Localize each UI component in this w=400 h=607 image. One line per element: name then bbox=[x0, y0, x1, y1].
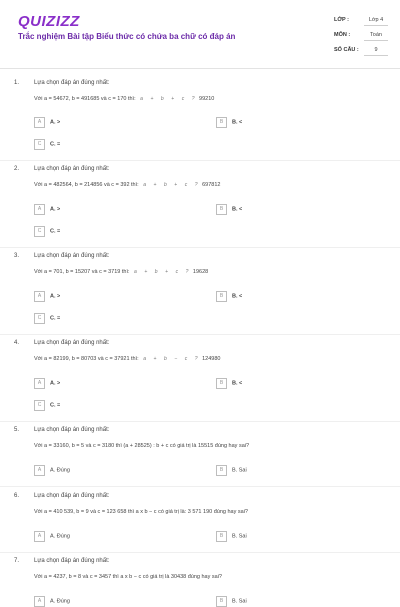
expr-op: + bbox=[153, 182, 157, 188]
question-divider bbox=[0, 160, 400, 161]
option-label: A. Đúng bbox=[50, 533, 70, 540]
question-divider bbox=[0, 486, 400, 487]
question-statement: Với a = 701, b = 15207 và c = 3719 thì: bbox=[34, 269, 130, 275]
worksheet-header bbox=[0, 0, 400, 66]
question-count-label: SỐ CÂU : bbox=[334, 47, 359, 53]
option-c[interactable] bbox=[34, 139, 60, 150]
subject-label: MÔN : bbox=[334, 32, 351, 38]
expr-compare: ? bbox=[194, 182, 198, 188]
option-letter-box: B bbox=[216, 204, 227, 215]
option-label: B. Sai bbox=[232, 533, 247, 540]
expr-op: + bbox=[174, 182, 178, 188]
expr-rhs: 697812 bbox=[202, 182, 221, 188]
option-b[interactable] bbox=[216, 596, 247, 607]
option-label: A. > bbox=[50, 380, 61, 387]
option-letter-box: C bbox=[34, 139, 45, 150]
option-letter-box: A bbox=[34, 117, 45, 128]
option-a[interactable] bbox=[34, 378, 60, 389]
expr-compare: ? bbox=[194, 356, 198, 362]
expr-term: a bbox=[143, 356, 146, 362]
option-b[interactable] bbox=[216, 117, 242, 128]
expr-op: + bbox=[150, 96, 154, 102]
grade-value: Lớp 4 bbox=[364, 17, 388, 26]
expr-term: b bbox=[154, 269, 158, 275]
expr-term: c bbox=[184, 182, 188, 188]
option-letter-box: C bbox=[34, 313, 45, 324]
expr-term: b bbox=[163, 356, 167, 362]
question-prompt: Lựa chọn đáp án đúng nhất: bbox=[34, 558, 110, 564]
option-letter-box: C bbox=[34, 226, 45, 237]
question-prompt: Lựa chọn đáp án đúng nhất: bbox=[34, 340, 110, 346]
question-prompt: Lựa chọn đáp án đúng nhất: bbox=[34, 166, 110, 172]
question-number: 3. bbox=[14, 253, 20, 259]
expr-term: b bbox=[160, 96, 164, 102]
question-text: Với a = 33160, b = 5 và c = 3180 thì (a + 28525) : b + c có giá trị là 15515 đúng hay sai? bbox=[34, 443, 250, 449]
subject-value: Toán bbox=[364, 32, 388, 41]
option-a[interactable] bbox=[34, 596, 70, 607]
option-label: B. < bbox=[232, 119, 243, 126]
question-divider bbox=[0, 552, 400, 553]
option-a[interactable] bbox=[34, 117, 60, 128]
expr-op: + bbox=[144, 269, 148, 275]
question-prompt: Lựa chọn đáp án đúng nhất: bbox=[34, 253, 110, 259]
question-statement: Với a = 54672, b = 491685 và c = 170 thì: bbox=[34, 96, 136, 102]
question-text: Với a = 4237, b = 8 và c = 3457 thì a x b − c có giá trị là 30438 đúng hay sai? bbox=[34, 574, 222, 580]
option-a[interactable] bbox=[34, 291, 60, 302]
expr-rhs: 19628 bbox=[192, 269, 209, 275]
expr-compare: ? bbox=[191, 96, 195, 102]
quizizz-logo: QUIZIZZ bbox=[18, 13, 80, 30]
question-number: 1. bbox=[14, 80, 20, 86]
option-c[interactable] bbox=[34, 226, 60, 237]
expr-op: + bbox=[165, 269, 169, 275]
expr-op: + bbox=[153, 356, 157, 362]
question-number: 6. bbox=[14, 493, 20, 499]
option-letter-box: B bbox=[216, 291, 227, 302]
expr-rhs: 124980 bbox=[202, 356, 221, 362]
option-letter-box: C bbox=[34, 400, 45, 411]
option-b[interactable] bbox=[216, 378, 242, 389]
option-letter-box: A bbox=[34, 531, 45, 542]
question-text bbox=[34, 269, 208, 275]
option-letter-box: A bbox=[34, 291, 45, 302]
option-letter-box: A bbox=[34, 465, 45, 476]
option-label: A. Đúng bbox=[50, 467, 70, 474]
question-count-value: 9 bbox=[364, 47, 388, 56]
option-letter-box: B bbox=[216, 117, 227, 128]
option-label: B. Sai bbox=[232, 467, 247, 474]
expr-term: c bbox=[184, 356, 188, 362]
option-label: A. > bbox=[50, 206, 61, 213]
grade-label: LỚP : bbox=[334, 17, 349, 23]
worksheet-title: Trắc nghiệm Bài tập Biểu thức có chứa ba chữ có đáp án bbox=[18, 32, 236, 41]
option-label: C. = bbox=[50, 228, 61, 235]
option-label: C. = bbox=[50, 315, 61, 322]
question-prompt: Lựa chọn đáp án đúng nhất: bbox=[34, 427, 110, 433]
option-letter-box: B bbox=[216, 378, 227, 389]
option-a[interactable] bbox=[34, 531, 70, 542]
question-number: 7. bbox=[14, 558, 20, 564]
question-number: 4. bbox=[14, 340, 20, 346]
question-divider bbox=[0, 421, 400, 422]
option-letter-box: A bbox=[34, 378, 45, 389]
option-label: B. < bbox=[232, 293, 243, 300]
option-b[interactable] bbox=[216, 531, 247, 542]
option-label: C. = bbox=[50, 402, 61, 409]
expr-term: b bbox=[163, 182, 167, 188]
header-divider bbox=[0, 68, 400, 69]
option-label: C. = bbox=[50, 141, 61, 148]
expr-term: c bbox=[181, 96, 185, 102]
option-a[interactable] bbox=[34, 204, 60, 215]
option-label: A. > bbox=[50, 293, 61, 300]
question-text bbox=[34, 356, 220, 362]
question-prompt: Lựa chọn đáp án đúng nhất: bbox=[34, 80, 110, 86]
question-statement: Với a = 482564, b = 214856 và c = 392 thì: bbox=[34, 182, 139, 188]
option-label: B. Sai bbox=[232, 598, 247, 605]
option-letter-box: A bbox=[34, 596, 45, 607]
expr-op: + bbox=[171, 96, 175, 102]
option-b[interactable] bbox=[216, 291, 242, 302]
question-text bbox=[34, 182, 220, 188]
question-divider bbox=[0, 247, 400, 248]
option-a[interactable] bbox=[34, 465, 70, 476]
option-label: B. < bbox=[232, 380, 243, 387]
question-number: 5. bbox=[14, 427, 20, 433]
expr-rhs: 99210 bbox=[199, 96, 215, 102]
question-prompt: Lựa chọn đáp án đúng nhất: bbox=[34, 493, 110, 499]
option-letter-box: B bbox=[216, 531, 227, 542]
question-statement: Với a = 82199, b = 80703 và c = 37921 thì: bbox=[34, 356, 139, 362]
option-letter-box: B bbox=[216, 596, 227, 607]
expr-compare: ? bbox=[185, 269, 189, 275]
option-b[interactable] bbox=[216, 204, 242, 215]
option-label: A. > bbox=[50, 119, 61, 126]
expr-op: − bbox=[174, 356, 178, 362]
question-text: Với a = 410 539, b = 9 và c = 123 658 thì a x b − c có giá trị là: 3 571 190 đúng hay sai? bbox=[34, 509, 248, 515]
option-letter-box: B bbox=[216, 465, 227, 476]
question-text bbox=[34, 96, 214, 102]
option-label: B. < bbox=[232, 206, 243, 213]
expr-term: a bbox=[140, 96, 143, 102]
option-c[interactable] bbox=[34, 313, 60, 324]
option-letter-box: A bbox=[34, 204, 45, 215]
question-divider bbox=[0, 334, 400, 335]
expr-term: c bbox=[175, 269, 179, 275]
expr-term: a bbox=[143, 182, 146, 188]
option-b[interactable] bbox=[216, 465, 247, 476]
option-c[interactable] bbox=[34, 400, 60, 411]
option-label: A. Đúng bbox=[50, 598, 70, 605]
expr-term: a bbox=[134, 269, 137, 275]
question-number: 2. bbox=[14, 166, 20, 172]
